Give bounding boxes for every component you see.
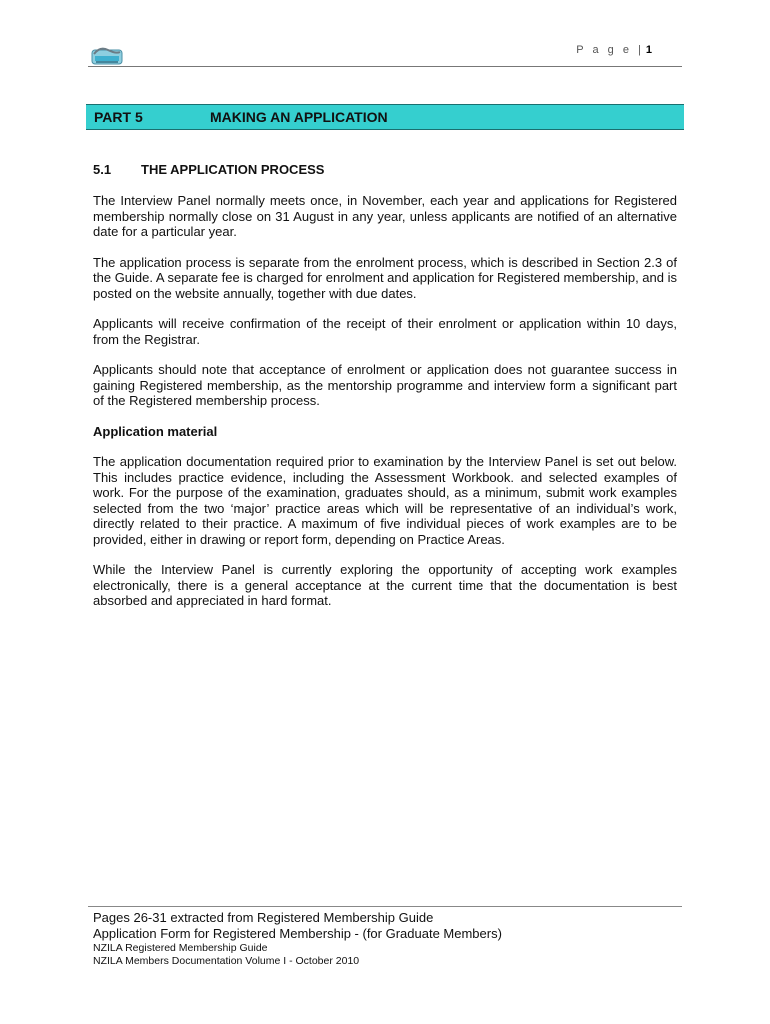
subsection-heading: [93, 162, 324, 177]
footer-divider: [88, 906, 682, 907]
part-label: PART 5: [94, 109, 143, 125]
nzila-logo-icon: [90, 44, 124, 68]
body-text: [93, 193, 677, 624]
subsection-title: THE APPLICATION PROCESS: [141, 162, 325, 177]
page-number: [576, 44, 652, 56]
paragraph: The application process is separate from the enrolment process, which is described in Section 2.3 of the Guide. A separate fee is charged for enrolment and application for Registered membership, and is posted on the website annually, together with due dates.: [93, 254, 677, 301]
subsection-number: 5.1: [93, 162, 112, 177]
paragraph: Applicants should note that acceptance of enrolment or application does not guarantee success in gaining Registered membership, as the mentorship programme and interview form a significant part of the Registered membership process.: [93, 362, 677, 408]
footer-line: NZILA Registered Membership Guide: [93, 942, 268, 954]
footer-line: Pages 26-31 extracted from Registered Membership Guide: [93, 910, 434, 925]
paragraph: While the Interview Panel is currently exploring the opportunity of accepting work examples electronically, there is a general acceptance at the current time that the documentation is best absorbed and appreciated in hard format.: [93, 562, 677, 608]
header-divider: [88, 66, 682, 67]
paragraph: The application documentation required prior to examination by the Interview Panel is set out below. This includes practice evidence, including the Assessment Workbook. and selected examples of work. For the purpose of the examination, graduates should, as a minimum, submit work examples selected from the two ‘major’ practice areas which will be representative of an individual’s work, directly related to their practice. A maximum of five individual pieces of work examples are to be provided, either in drawing or report form, depending on Practice Areas.: [93, 454, 677, 547]
page-label: P a g e |: [576, 44, 644, 56]
paragraph: The Interview Panel normally meets once, in November, each year and applications for Registered membership normally close on 31 August in any year, unless applicants are notified of an alternative date for a particular year.: [93, 193, 677, 239]
paragraph: Applicants will receive confirmation of the receipt of their enrolment or application within 10 days, from the Registrar.: [93, 316, 677, 347]
application-material-heading: Application material: [93, 423, 218, 439]
section-banner: [86, 104, 684, 130]
page-number-value: 1: [645, 44, 652, 56]
footer-line: NZILA Members Documentation Volume I - October 2010: [93, 955, 360, 967]
footer: [93, 910, 502, 968]
footer-line: Application Form for Registered Membership - (for Graduate Members): [93, 926, 502, 941]
section-title: MAKING AN APPLICATION: [210, 109, 388, 125]
